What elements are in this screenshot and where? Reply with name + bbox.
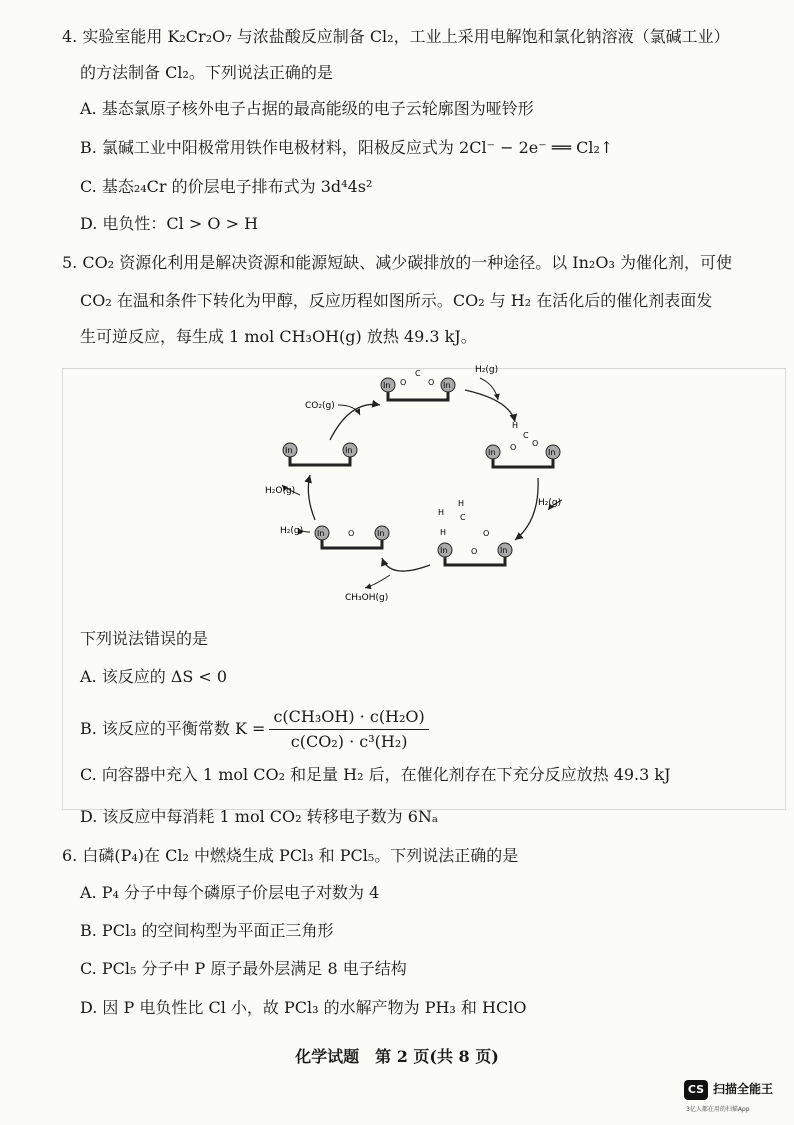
catalyst-state-right-bottom	[438, 499, 512, 565]
q5-option-b-prefix: B. 该反应的平衡常数 K =	[80, 719, 266, 738]
scanner-logo-icon: CS	[684, 1080, 708, 1100]
c-label: C	[523, 431, 529, 440]
o-label: O	[428, 378, 435, 387]
in-label: In	[488, 448, 496, 457]
q4-option-d: D. 电负性：Cl > O > H	[80, 214, 259, 233]
in-label: In	[500, 546, 508, 555]
scanner-tagline: 3亿人都在用的扫描App	[686, 1106, 750, 1113]
ch3oh-label: CH₃OH(g)	[345, 593, 389, 603]
c-label: C	[460, 513, 466, 522]
q5-option-b	[80, 704, 429, 754]
fraction-numerator: c(CH₃OH) · c(H₂O)	[269, 707, 428, 730]
o-label: O	[483, 529, 490, 538]
o-label: O	[532, 439, 539, 448]
equilibrium-constant-fraction	[269, 707, 428, 752]
in-label: In	[548, 448, 556, 457]
q4-stem-line1: 4. 实验室能用 K₂Cr₂O₇ 与浓盐酸反应制备 Cl₂，工业上采用电解饱和氯化钠溶液（氯碱工业）	[62, 27, 730, 46]
o-label: O	[400, 378, 407, 387]
q6-stem: 6. 白磷(P₄)在 Cl₂ 中燃烧生成 PCl₃ 和 PCl₅。下列说法正确的是	[62, 846, 519, 865]
catalyst-state-right-top	[486, 421, 560, 467]
o-label: O	[510, 443, 517, 452]
catalyst-state-top	[381, 369, 455, 400]
h2-label-left: H₂(g)	[280, 526, 304, 536]
h2-label-top: H₂(g)	[475, 365, 499, 375]
q4-option-a: A. 基态氯原子核外电子占据的最高能级的电子云轮廓图为哑铃形	[80, 99, 534, 118]
page-footer: 化学试题 第 2 页(共 8 页)	[295, 1047, 499, 1066]
in-label: In	[440, 546, 448, 555]
in-label: In	[383, 381, 391, 390]
co2-label: CO₂(g)	[305, 401, 335, 411]
q5-prompt: 下列说法错误的是	[80, 629, 209, 648]
in-label: In	[317, 529, 325, 538]
q4-option-c: C. 基态₂₄Cr 的价层电子排布式为 3d⁴4s²	[80, 177, 373, 196]
scanner-watermark	[684, 1078, 784, 1114]
in-label: In	[377, 529, 385, 538]
h-label: H	[512, 421, 519, 430]
h-label: H	[440, 528, 447, 537]
scanner-app-name: 扫描全能王	[713, 1082, 774, 1096]
q6-option-d: D. 因 P 电负性比 Cl 小，故 PCl₃ 的水解产物为 PH₃ 和 HClO	[80, 998, 527, 1017]
h-label: H	[458, 499, 465, 508]
q6-option-b: B. PCl₃ 的空间构型为平面正三角形	[80, 921, 334, 940]
c-label: C	[415, 369, 421, 378]
in-label: In	[443, 381, 451, 390]
h2-label-right: H₂(g)	[538, 498, 562, 508]
q5-option-d: D. 该反应中每消耗 1 mol CO₂ 转移电子数为 6Nₐ	[80, 807, 439, 826]
q6-option-c: C. PCl₅ 分子中 P 原子最外层满足 8 电子结构	[80, 959, 407, 978]
catalyst-state-left-top	[283, 443, 357, 465]
h2o-label: H₂O(g)	[265, 486, 296, 496]
q5-stem-line2: CO₂ 在温和条件下转化为甲醇，反应历程如图所示。CO₂ 与 H₂ 在活化后的催化剂表面发	[80, 291, 713, 310]
fraction-denominator: c(CO₂) · c³(H₂)	[290, 732, 408, 751]
q4-option-b: B. 氯碱工业中阳极常用铁作电极材料，阳极反应式为 2Cl⁻ − 2e⁻ ══ Cl₂↑	[80, 138, 614, 157]
q6-option-a: A. P₄ 分子中每个磷原子价层电子对数为 4	[80, 883, 380, 902]
h-label: H	[438, 508, 445, 517]
q5-stem-line1: 5. CO₂ 资源化利用是解决资源和能源短缺、减少碳排放的一种途径。以 In₂O₃ 为催化剂，可使	[62, 253, 732, 272]
in-label: In	[345, 446, 353, 455]
q5-stem-line3: 生可逆反应，每生成 1 mol CH₃OH(g) 放热 49.3 kJ。	[80, 327, 477, 346]
reaction-cycle-diagram	[265, 360, 600, 610]
in-label: In	[285, 446, 293, 455]
catalyst-state-left-bottom	[315, 526, 389, 548]
q5-option-a: A. 该反应的 ΔS < 0	[80, 667, 228, 686]
o-label: O	[348, 529, 355, 538]
o-label: O	[471, 547, 478, 556]
q5-option-c: C. 向容器中充入 1 mol CO₂ 和足量 H₂ 后，在催化剂存在下充分反应放热 49.3 kJ	[80, 765, 671, 784]
q4-stem-line2: 的方法制备 Cl₂。下列说法正确的是	[80, 63, 333, 82]
